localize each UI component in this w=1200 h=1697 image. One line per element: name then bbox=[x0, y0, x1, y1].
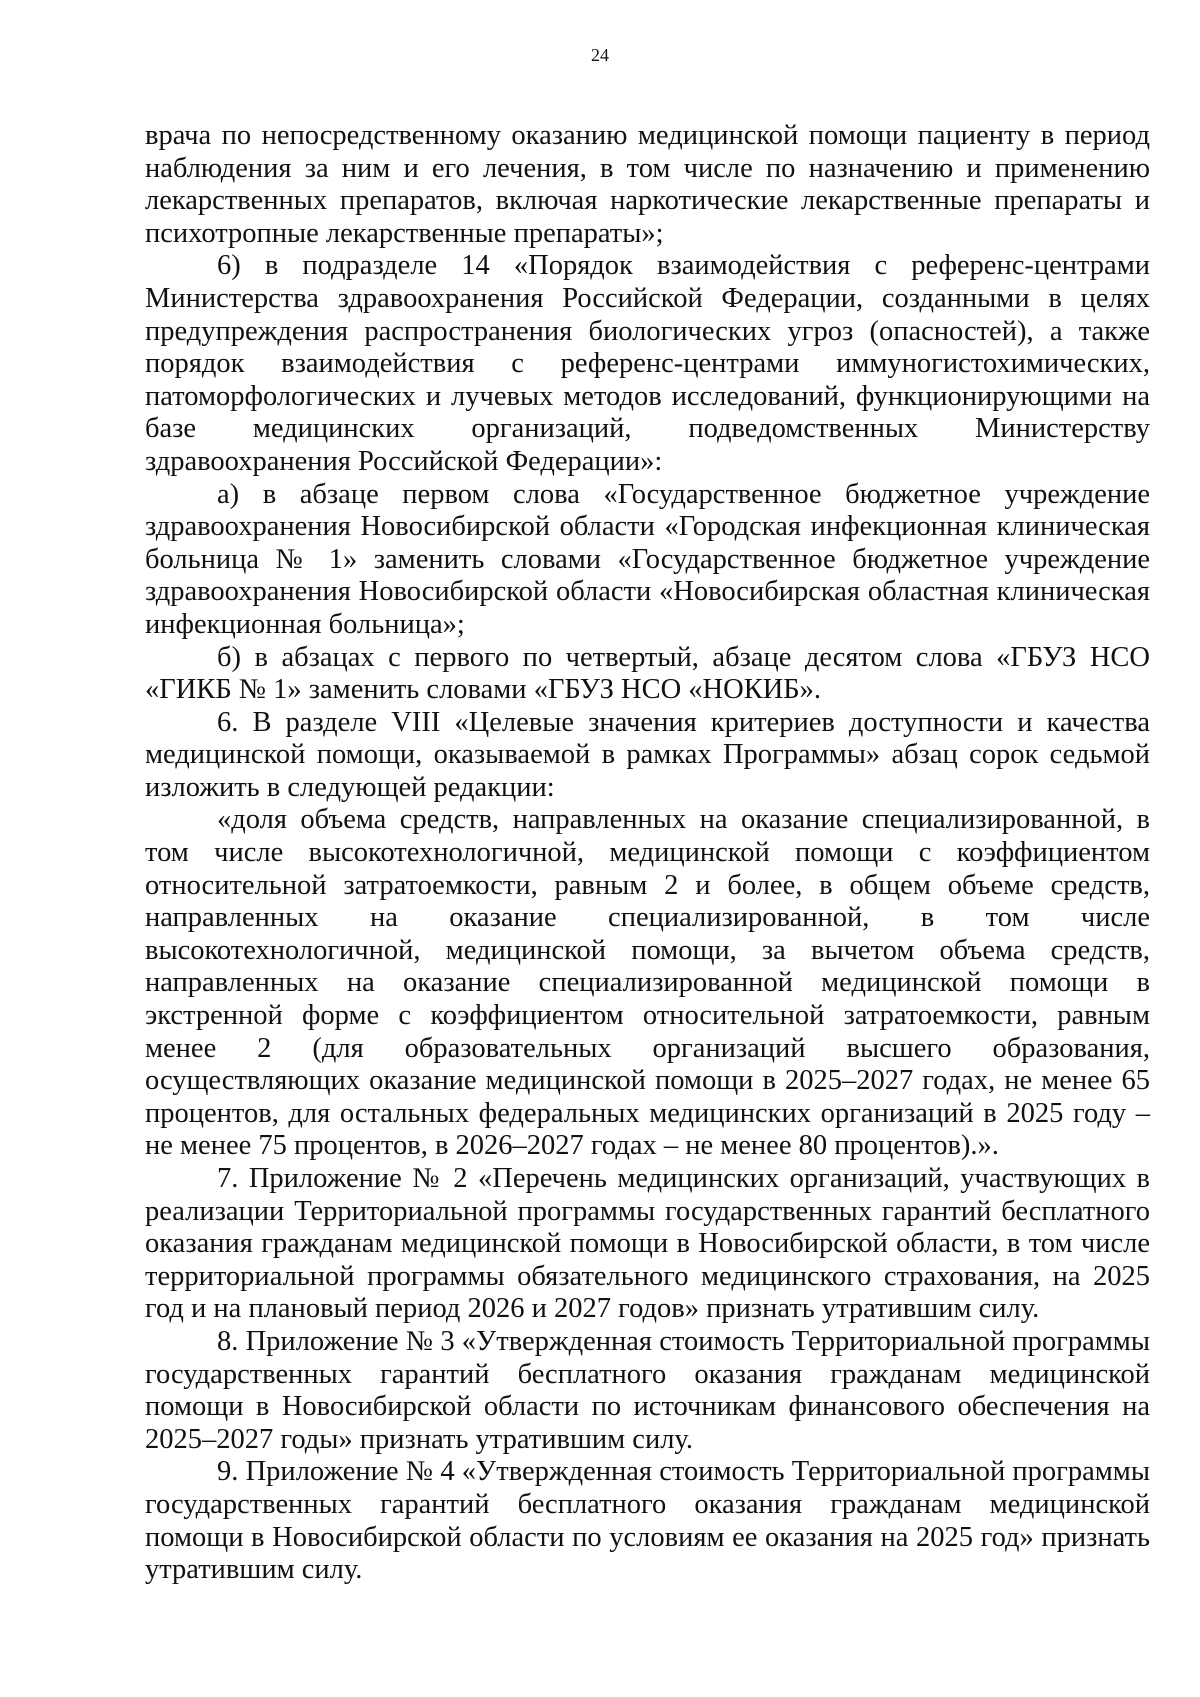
paragraph-subsection-14-amendment: 6) в подразделе 14 «Порядок взаимодействия с референс-центрами Министерства здравоохранения Российской Федерации, созданными в целях предупреждения распространения биологических угроз (опасностей), а также порядок взаимодействия с референс-центрами иммуногистохимических, патоморфологических и лучевых методов исследований, функционирующими на базе медицинских организаций, подведомственных Министерству здравоохранения Российской Федерации»: bbox=[145, 250, 1150, 477]
paragraph-item-7: 7. Приложение № 2 «Перечень медицинских организаций, участвующих в реализации Территориальной программы государственных гарантий бесплатного оказания гражданам медицинской помощи в Новосибирской области, в том числе территориальной программы обязательного медицинского страхования, на 2025 год и на плановый период 2026 и 2027 годов» признать утратившим силу. bbox=[145, 1163, 1150, 1325]
document-body bbox=[145, 120, 1150, 1587]
paragraph-item-6: 6. В разделе VIII «Целевые значения критериев доступности и качества медицинской помощи, оказываемой в рамках Программы» абзац сорок седьмой изложить в следующей редакции: bbox=[145, 706, 1150, 803]
paragraph-first-abzac-replacement: а) в абзаце первом слова «Государственное бюджетное учреждение здравоохранения Новосибирской области «Городская инфекционная клиническая больница № 1» заменить словами «Государственное бюджетное учреждение здравоохранения Новосибирской области «Новосибирская областная клиническая инфекционная больница»; bbox=[145, 478, 1150, 640]
paragraph-item-8: 8. Приложение № 3 «Утвержденная стоимость Территориальной программы государственных гарантий бесплатного оказания гражданам медицинской помощи в Новосибирской области по источникам финансового обеспечения на 2025–2027 годы» признать утратившим силу. bbox=[145, 1325, 1150, 1455]
page-number: 24 bbox=[591, 45, 609, 65]
paragraph-quoted-new-wording: «доля объема средств, направленных на оказание специализированной, в том числе высокотехнологичной, медицинской помощи с коэффициентом относительной затратоемкости, равным 2 и более, в общем объеме средств, направленных на оказание специализированной, в том числе высокотехнологичной, медицинской помощи, за вычетом объема средств, направленных на оказание специализированной медицинской помощи в экстренной форме с коэффициентом относительной затратоемкости, равным менее 2 (для образовательных организаций высшего образования, осуществляющих оказание медицинской помощи в 2025–2027 годах, не менее 65 процентов, для остальных федеральных медицинских организаций в 2025 году – не менее 75 процентов, в 2026–2027 годах – не менее 80 процентов).». bbox=[145, 804, 1150, 1162]
paragraph-abzacs-one-to-four-replacement: б) в абзацах с первого по четвертый, абзаце десятом слова «ГБУЗ НСО «ГИКБ № 1» заменить словами «ГБУЗ НСО «НОКИБ». bbox=[145, 641, 1150, 706]
paragraph-item-9: 9. Приложение № 4 «Утвержденная стоимость Территориальной программы государственных гарантий бесплатного оказания гражданам медицинской помощи в Новосибирской области по условиям ее оказания на 2025 год» признать утратившим силу. bbox=[145, 1456, 1150, 1586]
paragraph-continuation: врача по непосредственному оказанию медицинской помощи пациенту в период наблюдения за ним и его лечения, в том числе по назначению и применению лекарственных препаратов, включая наркотические лекарственные препараты и психотропные лекарственные препараты»; bbox=[145, 120, 1150, 249]
